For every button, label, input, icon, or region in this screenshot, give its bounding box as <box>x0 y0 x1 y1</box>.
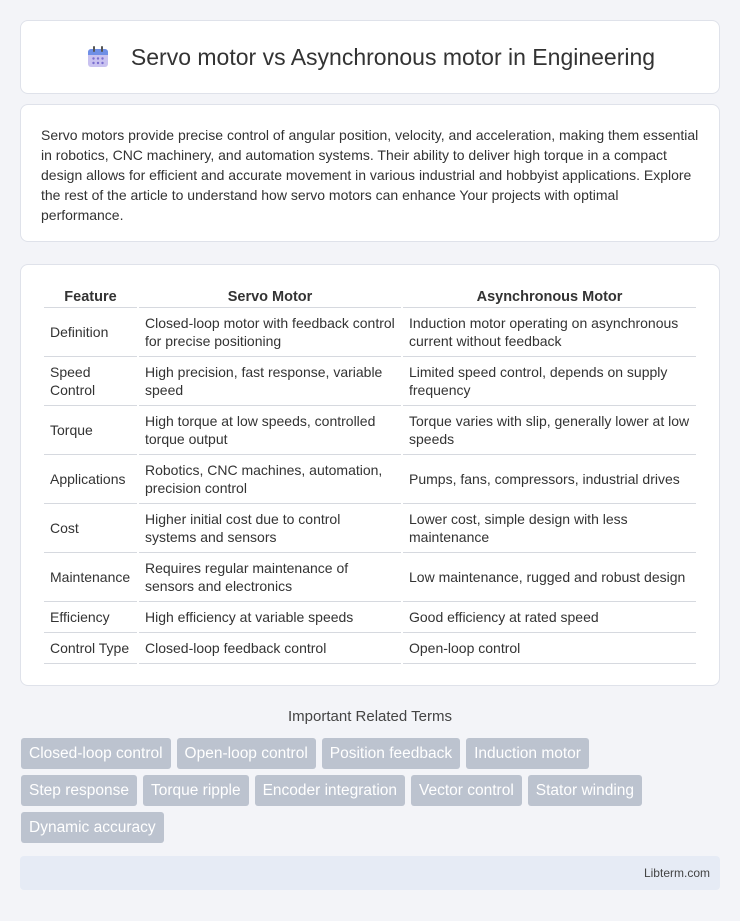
table-row <box>44 406 696 455</box>
header-servo-motor: Servo Motor <box>139 285 401 308</box>
tag-encoder-integration[interactable]: Encoder integration <box>255 775 405 806</box>
async-cell: Pumps, fans, compressors, industrial drives <box>403 455 696 504</box>
servo-cell: Robotics, CNC machines, automation, precision control <box>139 455 401 504</box>
table-header-row <box>44 285 696 308</box>
table-row <box>44 553 696 602</box>
header-card <box>20 20 720 94</box>
servo-cell: High efficiency at variable speeds <box>139 602 401 633</box>
intro-text: Servo motors provide precise control of angular position, velocity, and acceleration, making them essential in robotics, CNC machinery, and automation systems. Their ability to deliver high torque in a compact design allows for efficient and accurate movement in various industrial and hobbyist applications. Explore the rest of the article to understand how servo motors can enhance Your projects with optimal performance. <box>41 127 699 223</box>
tag-dynamic-accuracy[interactable]: Dynamic accuracy <box>21 812 164 843</box>
async-cell: Low maintenance, rugged and robust design <box>403 553 696 602</box>
header-feature: Feature <box>44 285 137 308</box>
servo-cell: High precision, fast response, variable speed <box>139 357 401 406</box>
calendar-icon <box>85 44 111 70</box>
intro-card <box>20 104 720 242</box>
async-cell: Open-loop control <box>403 633 696 664</box>
async-cell: Torque varies with slip, generally lower at low speeds <box>403 406 696 455</box>
table-row <box>44 308 696 357</box>
feature-cell: Applications <box>44 455 137 504</box>
comparison-table <box>42 285 698 664</box>
table-row <box>44 455 696 504</box>
feature-cell: Speed Control <box>44 357 137 406</box>
servo-cell: Closed-loop motor with feedback control for precise positioning <box>139 308 401 357</box>
async-cell: Induction motor operating on asynchronous current without feedback <box>403 308 696 357</box>
tag-open-loop-control[interactable]: Open-loop control <box>177 738 316 769</box>
tag-vector-control[interactable]: Vector control <box>411 775 522 806</box>
feature-cell: Definition <box>44 308 137 357</box>
feature-cell: Control Type <box>44 633 137 664</box>
tag-torque-ripple[interactable]: Torque ripple <box>143 775 249 806</box>
table-row <box>44 357 696 406</box>
footer-site-link[interactable]: Libterm.com <box>643 866 710 880</box>
tag-position-feedback[interactable]: Position feedback <box>322 738 460 769</box>
servo-cell: Requires regular maintenance of sensors and electronics <box>139 553 401 602</box>
servo-cell: High torque at low speeds, controlled torque output <box>139 406 401 455</box>
related-terms-title: Important Related Terms <box>288 708 452 725</box>
comparison-table-card <box>20 264 720 686</box>
page-title: Servo motor vs Asynchronous motor in Engineering <box>130 43 656 70</box>
async-cell: Good efficiency at rated speed <box>403 602 696 633</box>
related-terms-tags <box>21 738 701 849</box>
async-cell: Lower cost, simple design with less maintenance <box>403 504 696 553</box>
async-cell: Limited speed control, depends on supply frequency <box>403 357 696 406</box>
table-row <box>44 504 696 553</box>
servo-cell: Closed-loop feedback control <box>139 633 401 664</box>
tag-stator-winding[interactable]: Stator winding <box>528 775 642 806</box>
tag-closed-loop-control[interactable]: Closed-loop control <box>21 738 171 769</box>
servo-cell: Higher initial cost due to control systems and sensors <box>139 504 401 553</box>
table-row <box>44 602 696 633</box>
feature-cell: Maintenance <box>44 553 137 602</box>
header-asynchronous-motor: Asynchronous Motor <box>403 285 696 308</box>
table-row <box>44 633 696 664</box>
footer <box>20 856 720 890</box>
feature-cell: Torque <box>44 406 137 455</box>
tag-step-response[interactable]: Step response <box>21 775 137 806</box>
tag-induction-motor[interactable]: Induction motor <box>466 738 589 769</box>
feature-cell: Cost <box>44 504 137 553</box>
feature-cell: Efficiency <box>44 602 137 633</box>
